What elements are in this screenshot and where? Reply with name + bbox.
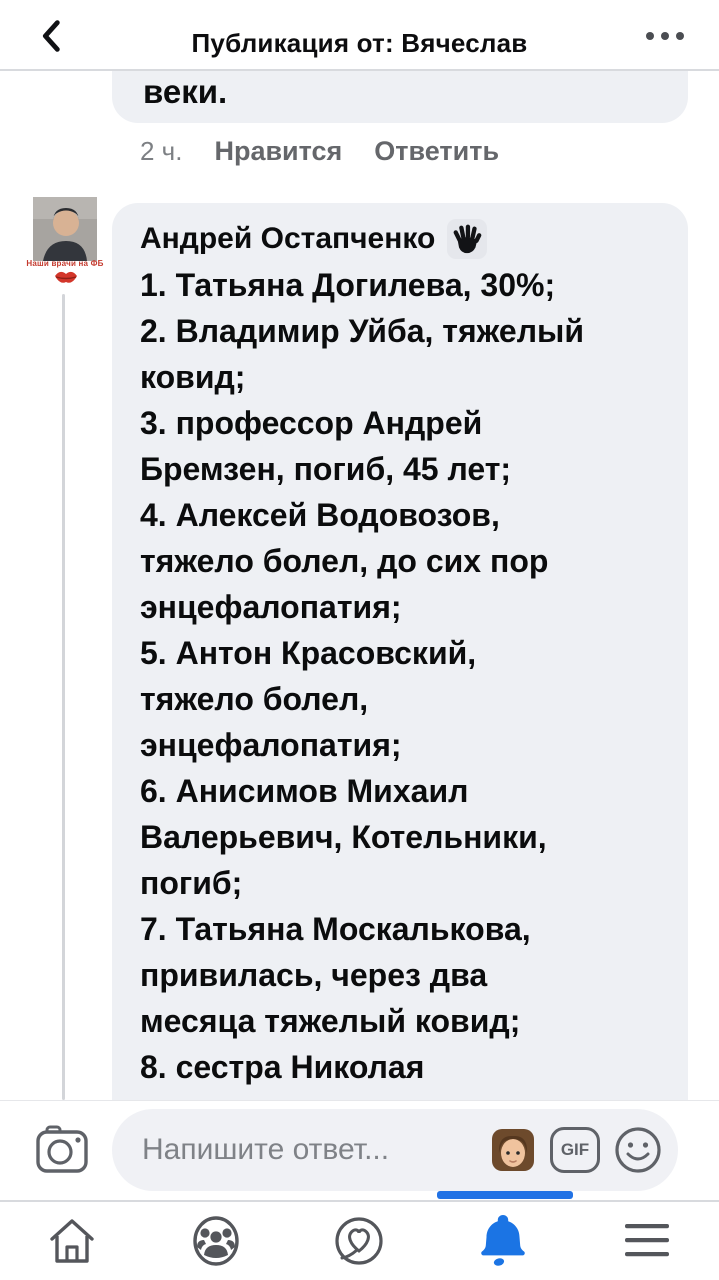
gif-button[interactable]: GIF <box>550 1127 600 1173</box>
tab-dating[interactable] <box>288 1202 432 1280</box>
reply-input[interactable] <box>112 1109 678 1191</box>
tab-home[interactable] <box>0 1202 144 1280</box>
smiley-emoji-button[interactable] <box>614 1126 662 1174</box>
tab-notifications[interactable] <box>431 1202 575 1280</box>
raised-hand-icon <box>447 219 487 259</box>
camera-button[interactable] <box>34 1121 90 1177</box>
commenter-avatar[interactable] <box>26 197 104 268</box>
page-title: Публикация от: Вячеслав <box>191 28 528 58</box>
comment-thread-line <box>62 294 65 1100</box>
bottom-tab-bar <box>0 1200 719 1280</box>
tab-menu[interactable] <box>575 1202 719 1280</box>
like-button[interactable]: Нравится <box>214 136 343 166</box>
comment-action-row <box>140 136 499 167</box>
comment-text-line: Валерьевич, Котельники, <box>140 819 547 855</box>
comment-text <box>140 262 675 1090</box>
comment-bubble <box>112 203 688 1102</box>
comment-text-line: 3. профессор Андрей <box>140 405 483 441</box>
comment-text-line: тяжело болел, до сих пор <box>140 543 549 579</box>
avatar-frame-caption: Наши врачи на ФБ <box>26 259 104 268</box>
reply-placeholder: Напишите ответ... <box>142 1133 390 1166</box>
comment-text-line: Бремзен, погиб, 45 лет; <box>140 451 512 487</box>
comment-text-line: 7. Татьяна Москалькова, <box>140 911 531 947</box>
hamburger-menu-icon <box>624 1221 670 1261</box>
active-tab-indicator <box>437 1191 573 1199</box>
comment-text-line: энцефалопатия; <box>140 727 402 763</box>
comment-author-row <box>140 219 487 259</box>
reply-bar <box>0 1100 719 1200</box>
home-icon <box>47 1217 97 1265</box>
red-lips-badge-icon <box>53 269 79 286</box>
previous-comment-bubble <box>112 71 688 123</box>
comment-text-line: 4. Алексей Водовозов, <box>140 497 500 533</box>
comment-text-line: привилась, через два <box>140 957 488 993</box>
comment-text-line: энцефалопатия; <box>140 589 402 625</box>
comment-author-name[interactable]: Андрей Остапченко <box>140 222 436 255</box>
comment-text-line: ковид; <box>140 359 246 395</box>
comment-text-line: месяца тяжелый ковид; <box>140 1003 521 1039</box>
heart-circle-icon <box>333 1215 385 1267</box>
comment-text-line: погиб; <box>140 865 243 901</box>
comment-text-line: 8. сестра Николая <box>140 1049 425 1085</box>
comment-text-line: 1. Татьяна Догилева, 30%; <box>140 267 556 303</box>
tab-groups[interactable] <box>144 1202 288 1280</box>
comment-text-line: тяжело болел, <box>140 681 369 717</box>
reply-button[interactable]: Ответить <box>374 136 500 166</box>
bell-icon <box>477 1213 529 1269</box>
comment-timestamp: 2 ч. <box>140 136 183 166</box>
top-navbar <box>0 0 719 71</box>
comment-text-line: 2. Владимир Уйба, тяжелый <box>140 313 585 349</box>
camera-icon <box>35 1124 89 1174</box>
previous-comment-text: веки. <box>143 73 228 110</box>
comment-text-line: 6. Анисимов Михаил <box>140 773 469 809</box>
avatar-photo <box>33 197 97 261</box>
groups-icon <box>191 1215 241 1267</box>
ellipsis-icon <box>646 32 654 40</box>
woman-avatar-emoji-button[interactable] <box>490 1127 536 1173</box>
more-options-button[interactable] <box>635 18 695 54</box>
comment-text-line: 5. Антон Красовский, <box>140 635 477 671</box>
